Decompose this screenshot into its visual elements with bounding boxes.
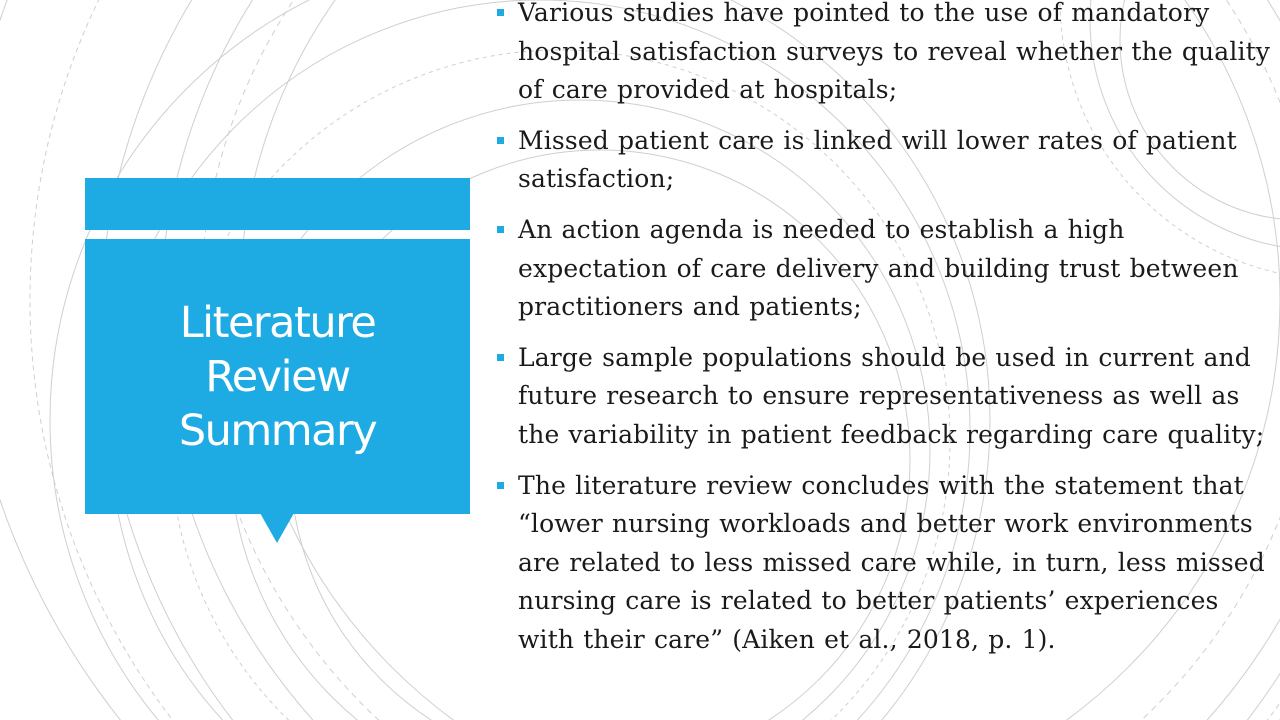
slide-title: Literature Review Summary	[178, 297, 377, 456]
bullet-text: An action agenda is needed to establish a high expectation of care delivery and building trust between practitioners and patients;	[518, 214, 1239, 322]
callout-pointer	[260, 513, 294, 543]
square-bullet-icon	[497, 226, 504, 233]
bullet-item	[492, 339, 1278, 455]
bullet-item	[492, 467, 1278, 660]
bullet-item	[492, 0, 1278, 110]
bullet-text: Large sample populations should be used in current and future research to ensure representativeness as well as the variability in patient feedback regarding care quality;	[518, 342, 1265, 449]
square-bullet-icon	[497, 354, 504, 361]
bullet-item	[492, 211, 1278, 327]
square-bullet-icon	[497, 482, 504, 489]
title-callout-box	[85, 239, 470, 514]
title-accent-strip	[85, 178, 470, 230]
bullet-text: Various studies have pointed to the use of mandatory hospital satisfaction surveys to reveal whether the quality of care provided at hospitals;	[518, 0, 1271, 105]
square-bullet-icon	[497, 9, 504, 16]
bullet-text: Missed patient care is linked will lower rates of patient satisfaction;	[518, 125, 1237, 194]
bullet-text: The literature review concludes with the statement that “lower nursing workloads and better work environments are related to less missed care while, in turn, less missed nursing care is related to better patients’ experiences with their care” (Aiken et al., 2018, p. 1).	[518, 470, 1265, 654]
bullet-list	[492, 0, 1278, 672]
bullet-item	[492, 122, 1278, 199]
square-bullet-icon	[497, 137, 504, 144]
